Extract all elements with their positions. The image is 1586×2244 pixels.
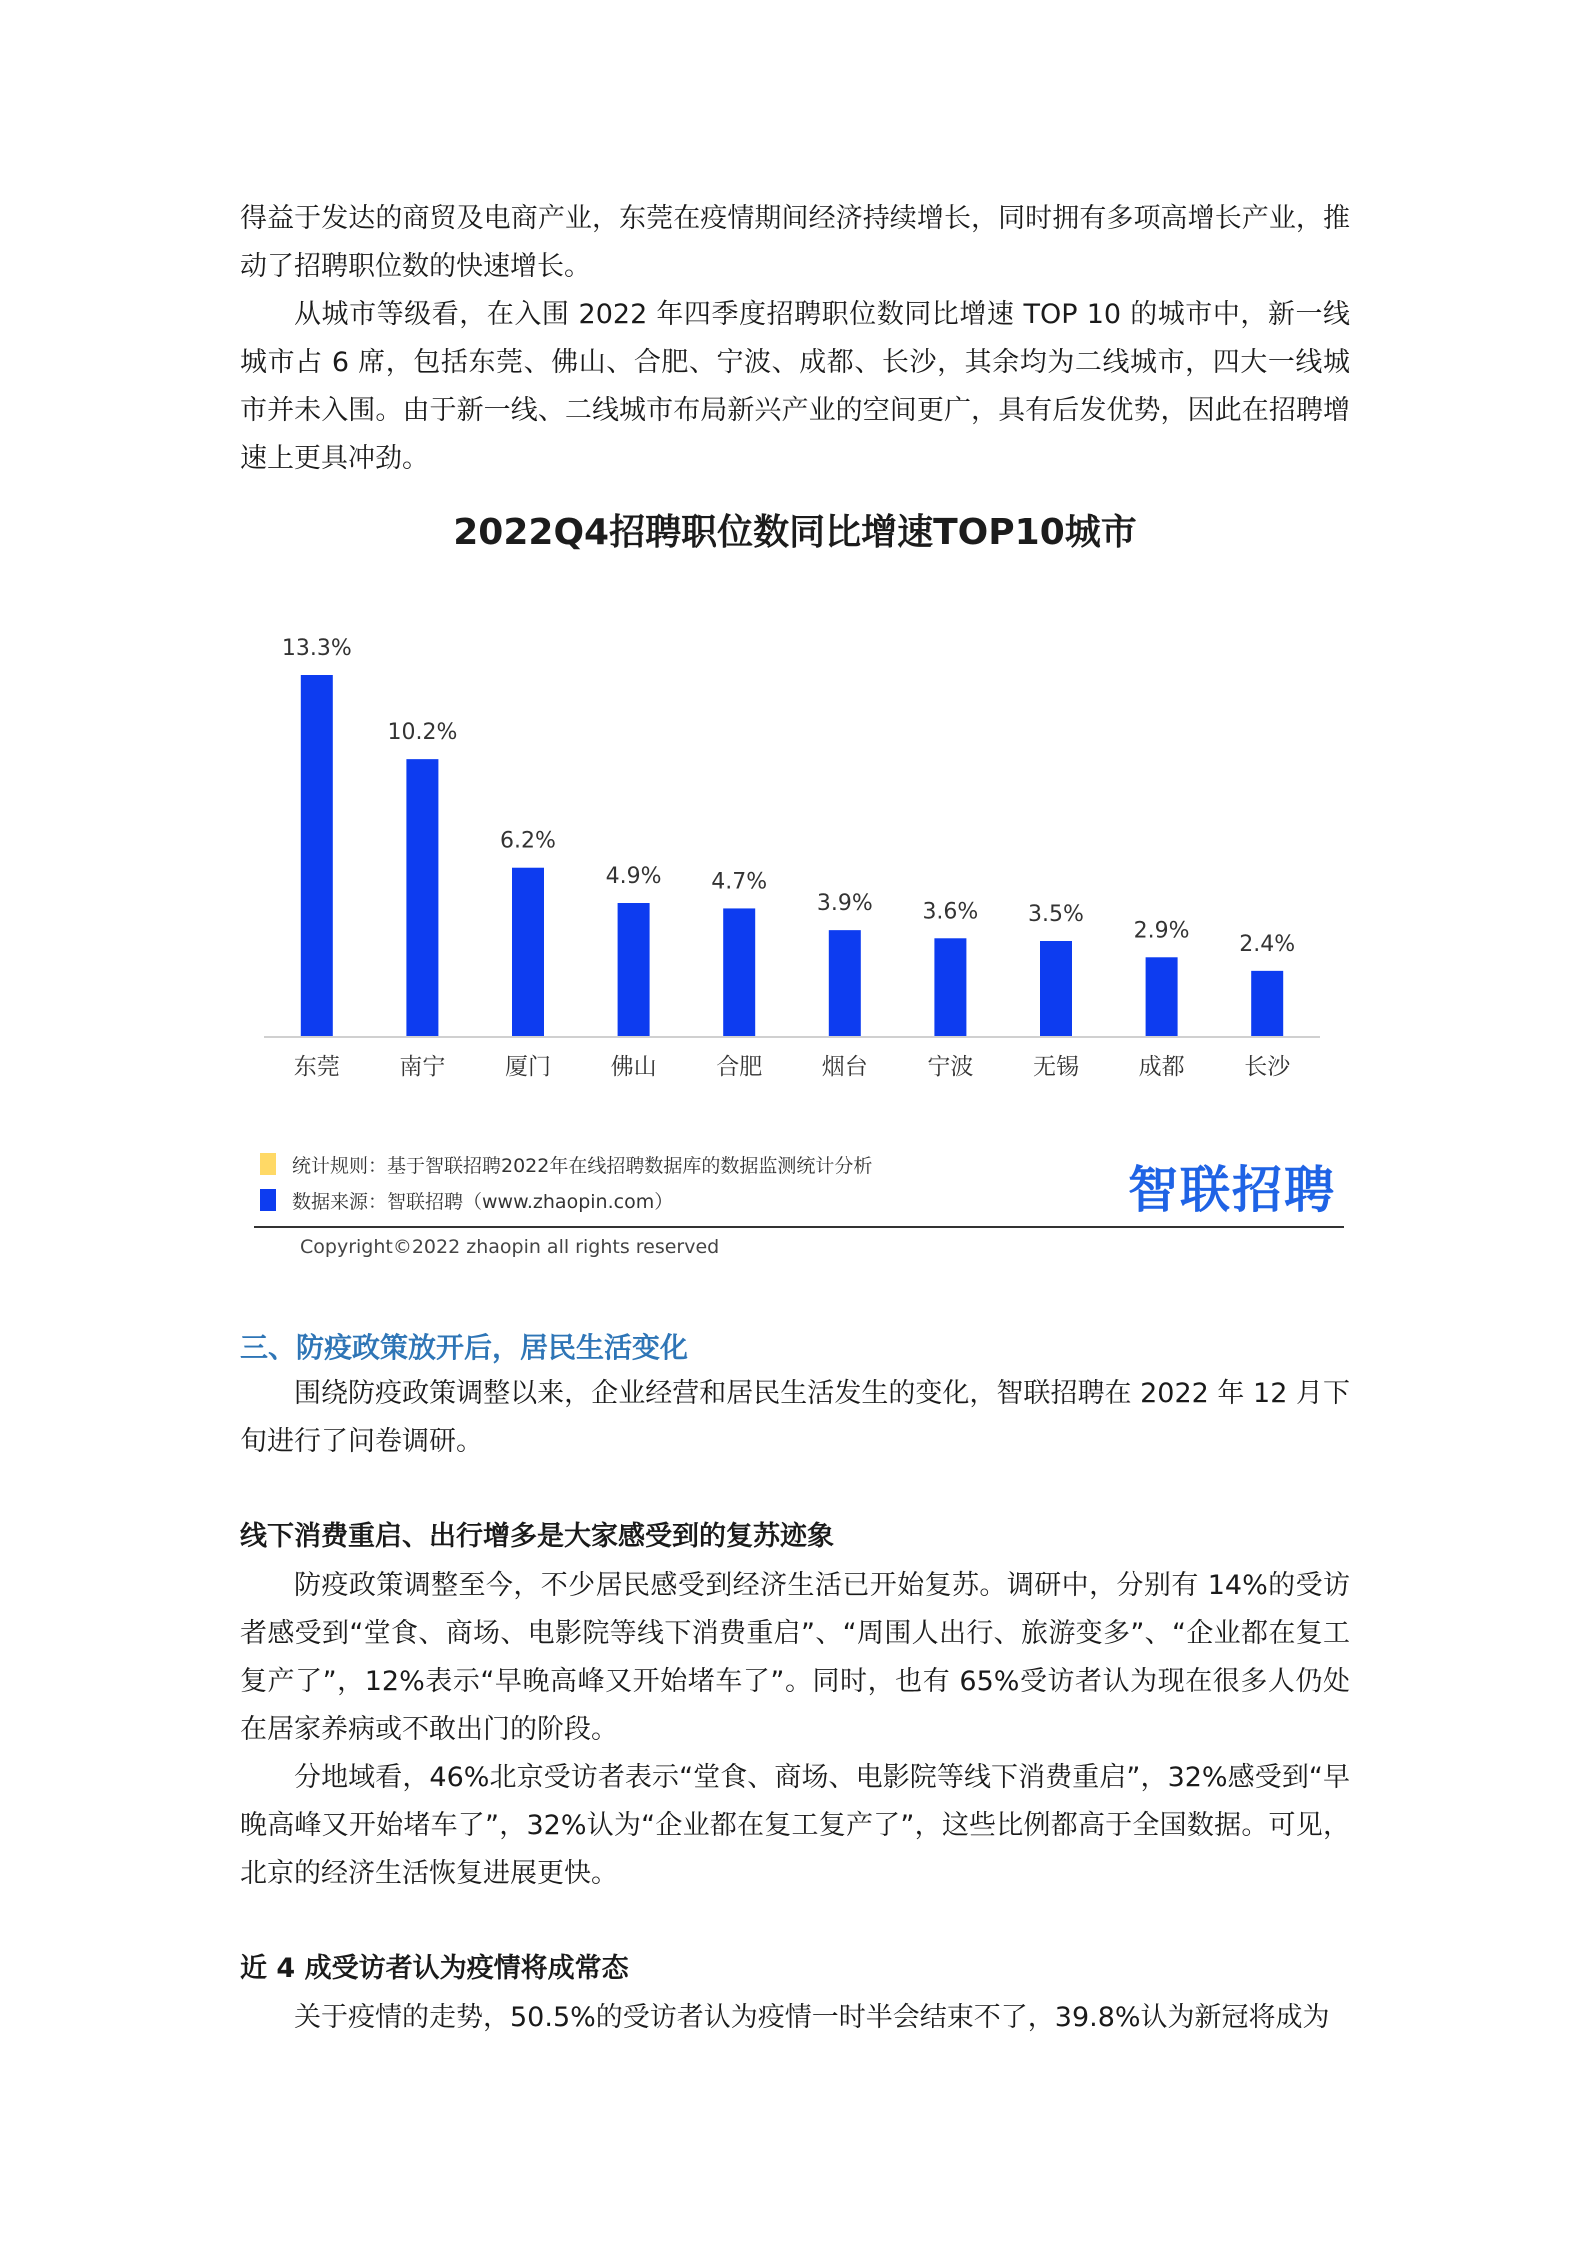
bar-value-label: 3.6% [922, 899, 979, 925]
bar-value-label: 6.2% [500, 828, 556, 854]
bar-value-label: 2.9% [1133, 918, 1190, 944]
bar-合肥 [723, 908, 755, 1036]
bar-value-label: 3.9% [816, 891, 873, 917]
bar-东莞 [301, 675, 333, 1036]
paragraph-recovery-stats: 防疫政策调整至今，不少居民感受到经济生活已开始复苏。调研中，分别有 14%的受访者感受到“堂食、商场、电影院等线下消费重启”、“周围人出行、旅游变多”、“企业都在复工复产了”，12%表示“早晚高峰又开始堵车了”。同时，也有 65%受访者认为现在很多人仍处在居家养病或不敢出门的阶段。 [240, 1570, 1350, 1745]
bar-宁波 [934, 938, 966, 1036]
bar-value-label: 4.9% [605, 864, 662, 889]
bar-烟台 [829, 930, 861, 1036]
legend-swatch-blue [260, 1189, 276, 1211]
bar-厦门 [512, 868, 544, 1036]
bar-无锡 [1040, 941, 1072, 1036]
bar-value-label: 13.3% [281, 636, 352, 661]
bar-value-label: 4.7% [711, 869, 768, 895]
paragraph-city-tier: 从城市等级看，在入围 2022 年四季度招聘职位数同比增速 TOP 10 的城市中，新一线城市占 6 席，包括东莞、佛山、合肥、宁波、成都、长沙，其余均为二线城市，四大一线城市并未入围。由于新一线、二线城市布局新兴产业的空间更广，具有后发优势，因此在招聘增速上更具冲劲。 [240, 299, 1350, 474]
paragraph-dongguan-growth: 得益于发达的商贸及电商产业，东莞在疫情期间经济持续增长，同时拥有多项高增长产业，推动了招聘职位数的快速增长。 [240, 203, 1350, 282]
bar-成都 [1146, 957, 1178, 1036]
x-tick-label: 东莞 [293, 1054, 340, 1080]
legend-item-source [260, 1182, 872, 1218]
subheading-pandemic-normal: 近 4 成受访者认为疫情将成常态 [240, 1953, 629, 1984]
x-tick-label: 佛山 [610, 1054, 657, 1080]
paragraph-beijing-stats: 分地域看，46%北京受访者表示“堂食、商场、电影院等线下消费重启”，32%感受到“早晚高峰又开始堵车了”，32%认为“企业都在复工复产了”，这些比例都高于全国数据。可见，北京的经济生活恢复进展更快。 [240, 1762, 1350, 1889]
chart-legend [260, 1146, 872, 1218]
chart-divider [254, 1226, 1344, 1228]
chart-title: 2022Q4招聘职位数同比增速TOP10城市 [453, 512, 1137, 553]
legend-rule-text: 统计规则：基于智联招聘2022年在线招聘数据库的数据监测统计分析 [292, 1154, 873, 1177]
x-tick-label: 南宁 [399, 1054, 446, 1080]
zhaopin-logo: 智联招聘 [1128, 1161, 1336, 1219]
bar-chart-figure [240, 484, 1350, 1274]
x-tick-label: 成都 [1138, 1054, 1185, 1080]
bar-value-label: 2.4% [1239, 931, 1296, 957]
subheading-recovery-signs: 线下消费重启、出行增多是大家感受到的复苏迹象 [240, 1521, 834, 1552]
chart-copyright: Copyright©2022 zhaopin all rights reserved [300, 1236, 720, 1258]
bar-value-label: 3.5% [1028, 902, 1084, 927]
x-tick-label: 宁波 [927, 1054, 974, 1080]
legend-source-text: 数据来源：智联招聘（www.zhaopin.com） [292, 1190, 674, 1213]
x-tick-label: 厦门 [505, 1054, 551, 1080]
x-tick-label: 长沙 [1244, 1054, 1291, 1080]
x-tick-label: 合肥 [716, 1054, 763, 1080]
paragraph-survey-intro: 围绕防疫政策调整以来，企业经营和居民生活发生的变化，智联招聘在 2022 年 12 月下旬进行了问卷调研。 [240, 1378, 1350, 1457]
bar-长沙 [1251, 971, 1283, 1036]
section-heading: 三、防疫政策放开后，居民生活变化 [240, 1331, 689, 1364]
x-tick-label: 无锡 [1033, 1054, 1079, 1080]
legend-swatch-yellow [260, 1153, 276, 1175]
x-tick-label: 烟台 [821, 1054, 868, 1080]
legend-item-rule [260, 1146, 872, 1182]
bar-南宁 [406, 759, 438, 1036]
bar-value-label: 10.2% [387, 720, 458, 746]
bar-佛山 [618, 903, 650, 1036]
paragraph-pandemic-trend: 关于疫情的走势，50.5%的受访者认为疫情一时半会结束不了，39.8%认为新冠将成为 [294, 2002, 1330, 2033]
